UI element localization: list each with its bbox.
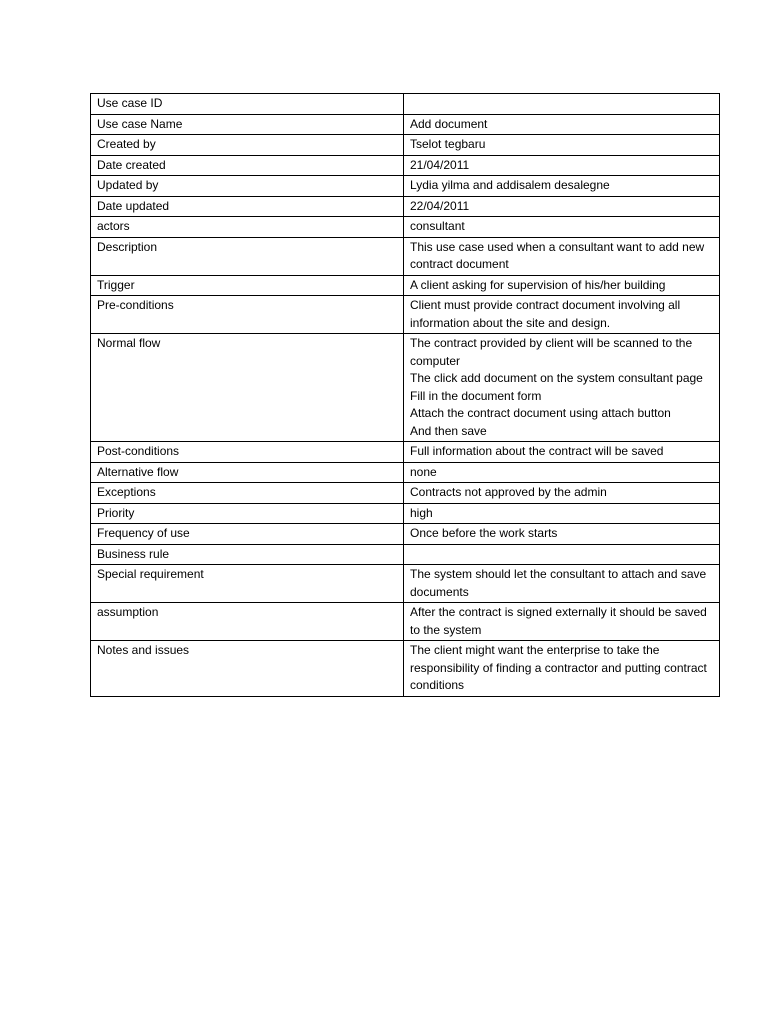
row-value: [404, 135, 720, 156]
value-line: The system should let the consultant to attach and save documents: [410, 567, 707, 599]
value-line: Client must provide contract document involving all information about the site and design.: [410, 298, 681, 330]
value-line: Full information about the contract will be saved: [410, 444, 664, 458]
table-row: [91, 135, 720, 156]
row-label: Updated by: [91, 176, 404, 197]
value-line: After the contract is signed externally it should be saved to the system: [410, 605, 707, 637]
row-value: [404, 217, 720, 238]
row-value: [404, 524, 720, 545]
value-line: Contracts not approved by the admin: [410, 485, 607, 499]
row-label: Created by: [91, 135, 404, 156]
row-label: Pre-conditions: [91, 296, 404, 334]
row-value: [404, 442, 720, 463]
table-row: [91, 442, 720, 463]
row-value: [404, 296, 720, 334]
row-label: Post-conditions: [91, 442, 404, 463]
row-label: Special requirement: [91, 565, 404, 603]
row-value: [404, 94, 720, 115]
row-label: Notes and issues: [91, 641, 404, 697]
row-value: [404, 196, 720, 217]
value-line: The contract provided by client will be scanned to the computer: [410, 336, 693, 368]
row-label: assumption: [91, 603, 404, 641]
table-row: [91, 524, 720, 545]
row-label: Description: [91, 237, 404, 275]
table-row: [91, 603, 720, 641]
row-label: Date created: [91, 155, 404, 176]
row-value: [404, 483, 720, 504]
table-row: [91, 196, 720, 217]
value-line: Add document: [410, 116, 488, 131]
row-value: [404, 275, 720, 296]
table-row: [91, 296, 720, 334]
row-label: Priority: [91, 503, 404, 524]
row-value: [404, 237, 720, 275]
row-value: [404, 641, 720, 697]
table-row: [91, 114, 720, 135]
table-row: [91, 334, 720, 442]
table-row: [91, 176, 720, 197]
row-value: [404, 503, 720, 524]
table-row: [91, 565, 720, 603]
row-label: Date updated: [91, 196, 404, 217]
value-line: 21/04/2011: [410, 157, 470, 172]
table-row: [91, 483, 720, 504]
row-label: Alternative flow: [91, 462, 404, 483]
value-line: The client might want the enterprise to take the responsibility of finding a contractor and putting contract conditions: [410, 643, 707, 692]
row-label: Business rule: [91, 544, 404, 565]
table-row: [91, 544, 720, 565]
use-case-table: [90, 93, 720, 697]
value-line: consultant: [410, 219, 465, 233]
value-line: high: [410, 505, 433, 520]
row-value: [404, 603, 720, 641]
value-line: Attach the contract document using attach button: [410, 406, 671, 420]
row-value: [404, 565, 720, 603]
value-line: none: [410, 464, 437, 479]
row-value: [404, 334, 720, 442]
row-label: Frequency of use: [91, 524, 404, 545]
value-line: Lydia yilma and addisalem desalegne: [410, 178, 610, 192]
row-label: Normal flow: [91, 334, 404, 442]
table-row: [91, 217, 720, 238]
table-row: [91, 94, 720, 115]
value-line: And then save: [410, 423, 487, 438]
row-label: Use case Name: [91, 114, 404, 135]
row-value: [404, 176, 720, 197]
row-value: [404, 155, 720, 176]
value-line: Once before the work starts: [410, 526, 558, 540]
value-line: Fill in the document form: [410, 388, 542, 403]
row-value: [404, 114, 720, 135]
value-line: This use case used when a consultant want to add new contract document: [410, 239, 705, 271]
table-row: [91, 641, 720, 697]
row-value: [404, 462, 720, 483]
value-line: 22/04/2011: [410, 198, 470, 213]
row-label: actors: [91, 217, 404, 238]
table-row: [91, 462, 720, 483]
value-line: The click add document on the system consultant page: [410, 371, 703, 385]
table-row: [91, 237, 720, 275]
row-label: Trigger: [91, 275, 404, 296]
table-row: [91, 155, 720, 176]
row-value: [404, 544, 720, 565]
value-line: A client asking for supervision of his/her building: [410, 277, 666, 292]
value-line: Tselot tegbaru: [410, 137, 486, 151]
table-row: [91, 503, 720, 524]
table-row: [91, 275, 720, 296]
row-label: Use case ID: [91, 94, 404, 115]
row-label: Exceptions: [91, 483, 404, 504]
